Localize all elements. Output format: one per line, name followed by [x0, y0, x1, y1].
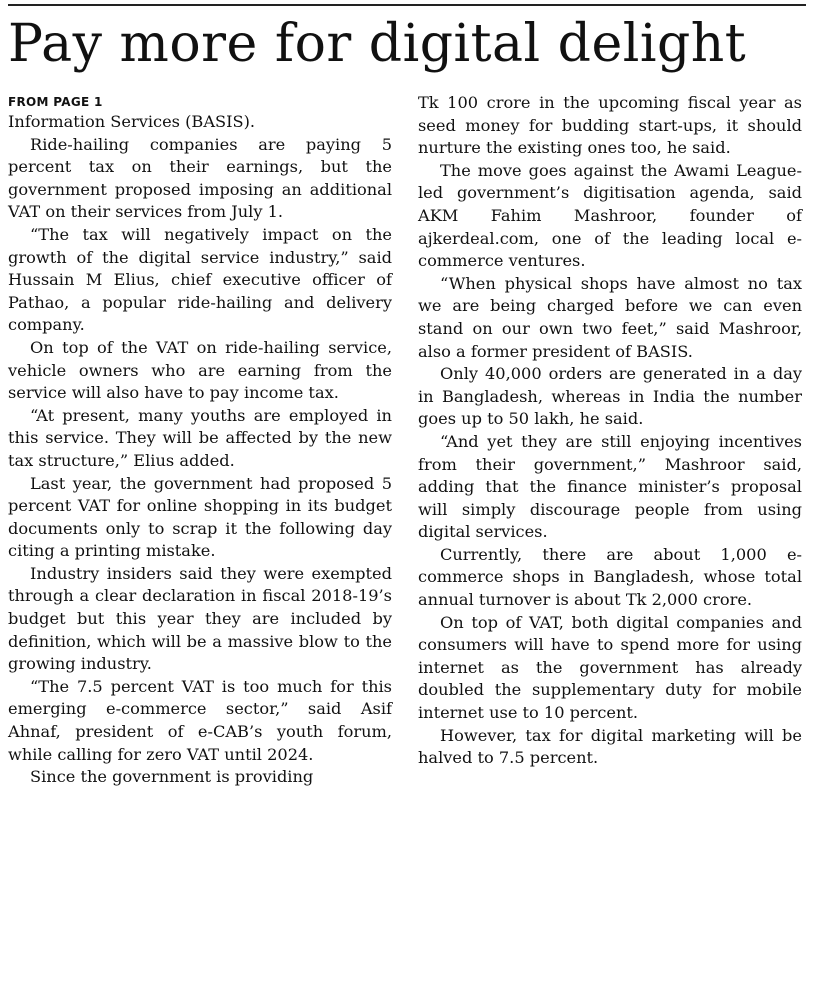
article-headline: Pay more for digital delight — [8, 14, 747, 74]
right-column — [418, 92, 802, 770]
paragraph: Ride-hailing companies are paying 5 percent tax on their earnings, but the government proposed imposing an additional VAT on their services from July 1. — [8, 134, 392, 222]
paragraph: Information Services (BASIS). — [8, 112, 256, 131]
paragraph: The move goes against the Awami League-led government’s digitisation agenda, said AKM Fahim Mashroor, founder of ajkerdeal.com, one of the leading local e-commerce ventures. — [418, 160, 802, 271]
paragraph: “At present, many youths are employed in this service. They will be affected by the new tax structure,” Elius added. — [8, 405, 392, 470]
paragraph: Tk 100 crore in the upcoming fiscal year as seed money for budding start-ups, it should nurture the existing ones too, he said. — [418, 93, 802, 158]
column-gutter — [403, 92, 404, 992]
paragraph: “And yet they are still enjoying incentives from their government,” Mashroor said, adding that the finance minister’s proposal will simply discourage people from using digital services. — [418, 431, 802, 542]
paragraph: Since the government is providing — [30, 767, 314, 787]
paragraph: “The tax will negatively impact on the growth of the digital service industry,” said Hussain M Elius, chief executive officer of Pathao, a popular ride-hailing and delivery company. — [8, 224, 392, 335]
paragraph: On top of the VAT on ride-hailing service, vehicle owners who are earning from the service will also have to pay income tax. — [8, 337, 392, 403]
paragraph: However, tax for digital marketing will be halved to 7.5 percent. — [418, 725, 802, 768]
paragraph: On top of VAT, both digital companies and consumers will have to spend more for using internet as the government has already doubled the supplementary duty for mobile internet use to 10 percent. — [418, 612, 802, 723]
continuation-kicker: FROM PAGE 1 — [8, 95, 103, 109]
paragraph: Currently, there are about 1,000 e-commerce shops in Bangladesh, whose total annual turnover is about Tk 2,000 crore. — [418, 544, 802, 610]
paragraph: “The 7.5 percent VAT is too much for this emerging e-commerce sector,” said Asif Ahnaf, president of e-CAB’s youth forum, while calling for zero VAT until 2024. — [8, 676, 392, 764]
paragraph: Last year, the government had proposed 5 percent VAT for online shopping in its budget documents only to scrap it the following day citing a printing mistake. — [8, 473, 392, 561]
paragraph: Only 40,000 orders are generated in a day in Bangladesh, whereas in India the number goes up to 50 lakh, he said. — [418, 364, 802, 429]
paragraph: Industry insiders said they were exempted through a clear declaration in fiscal 2018-19’s budget but this year they are included by definition, which will be a massive blow to the growing industry. — [8, 563, 392, 674]
paragraph: “When physical shops have almost no tax we are being charged before we can even stand on our own two feet,” said Mashroor, also a former president of BASIS. — [418, 273, 802, 361]
left-column — [8, 92, 392, 789]
